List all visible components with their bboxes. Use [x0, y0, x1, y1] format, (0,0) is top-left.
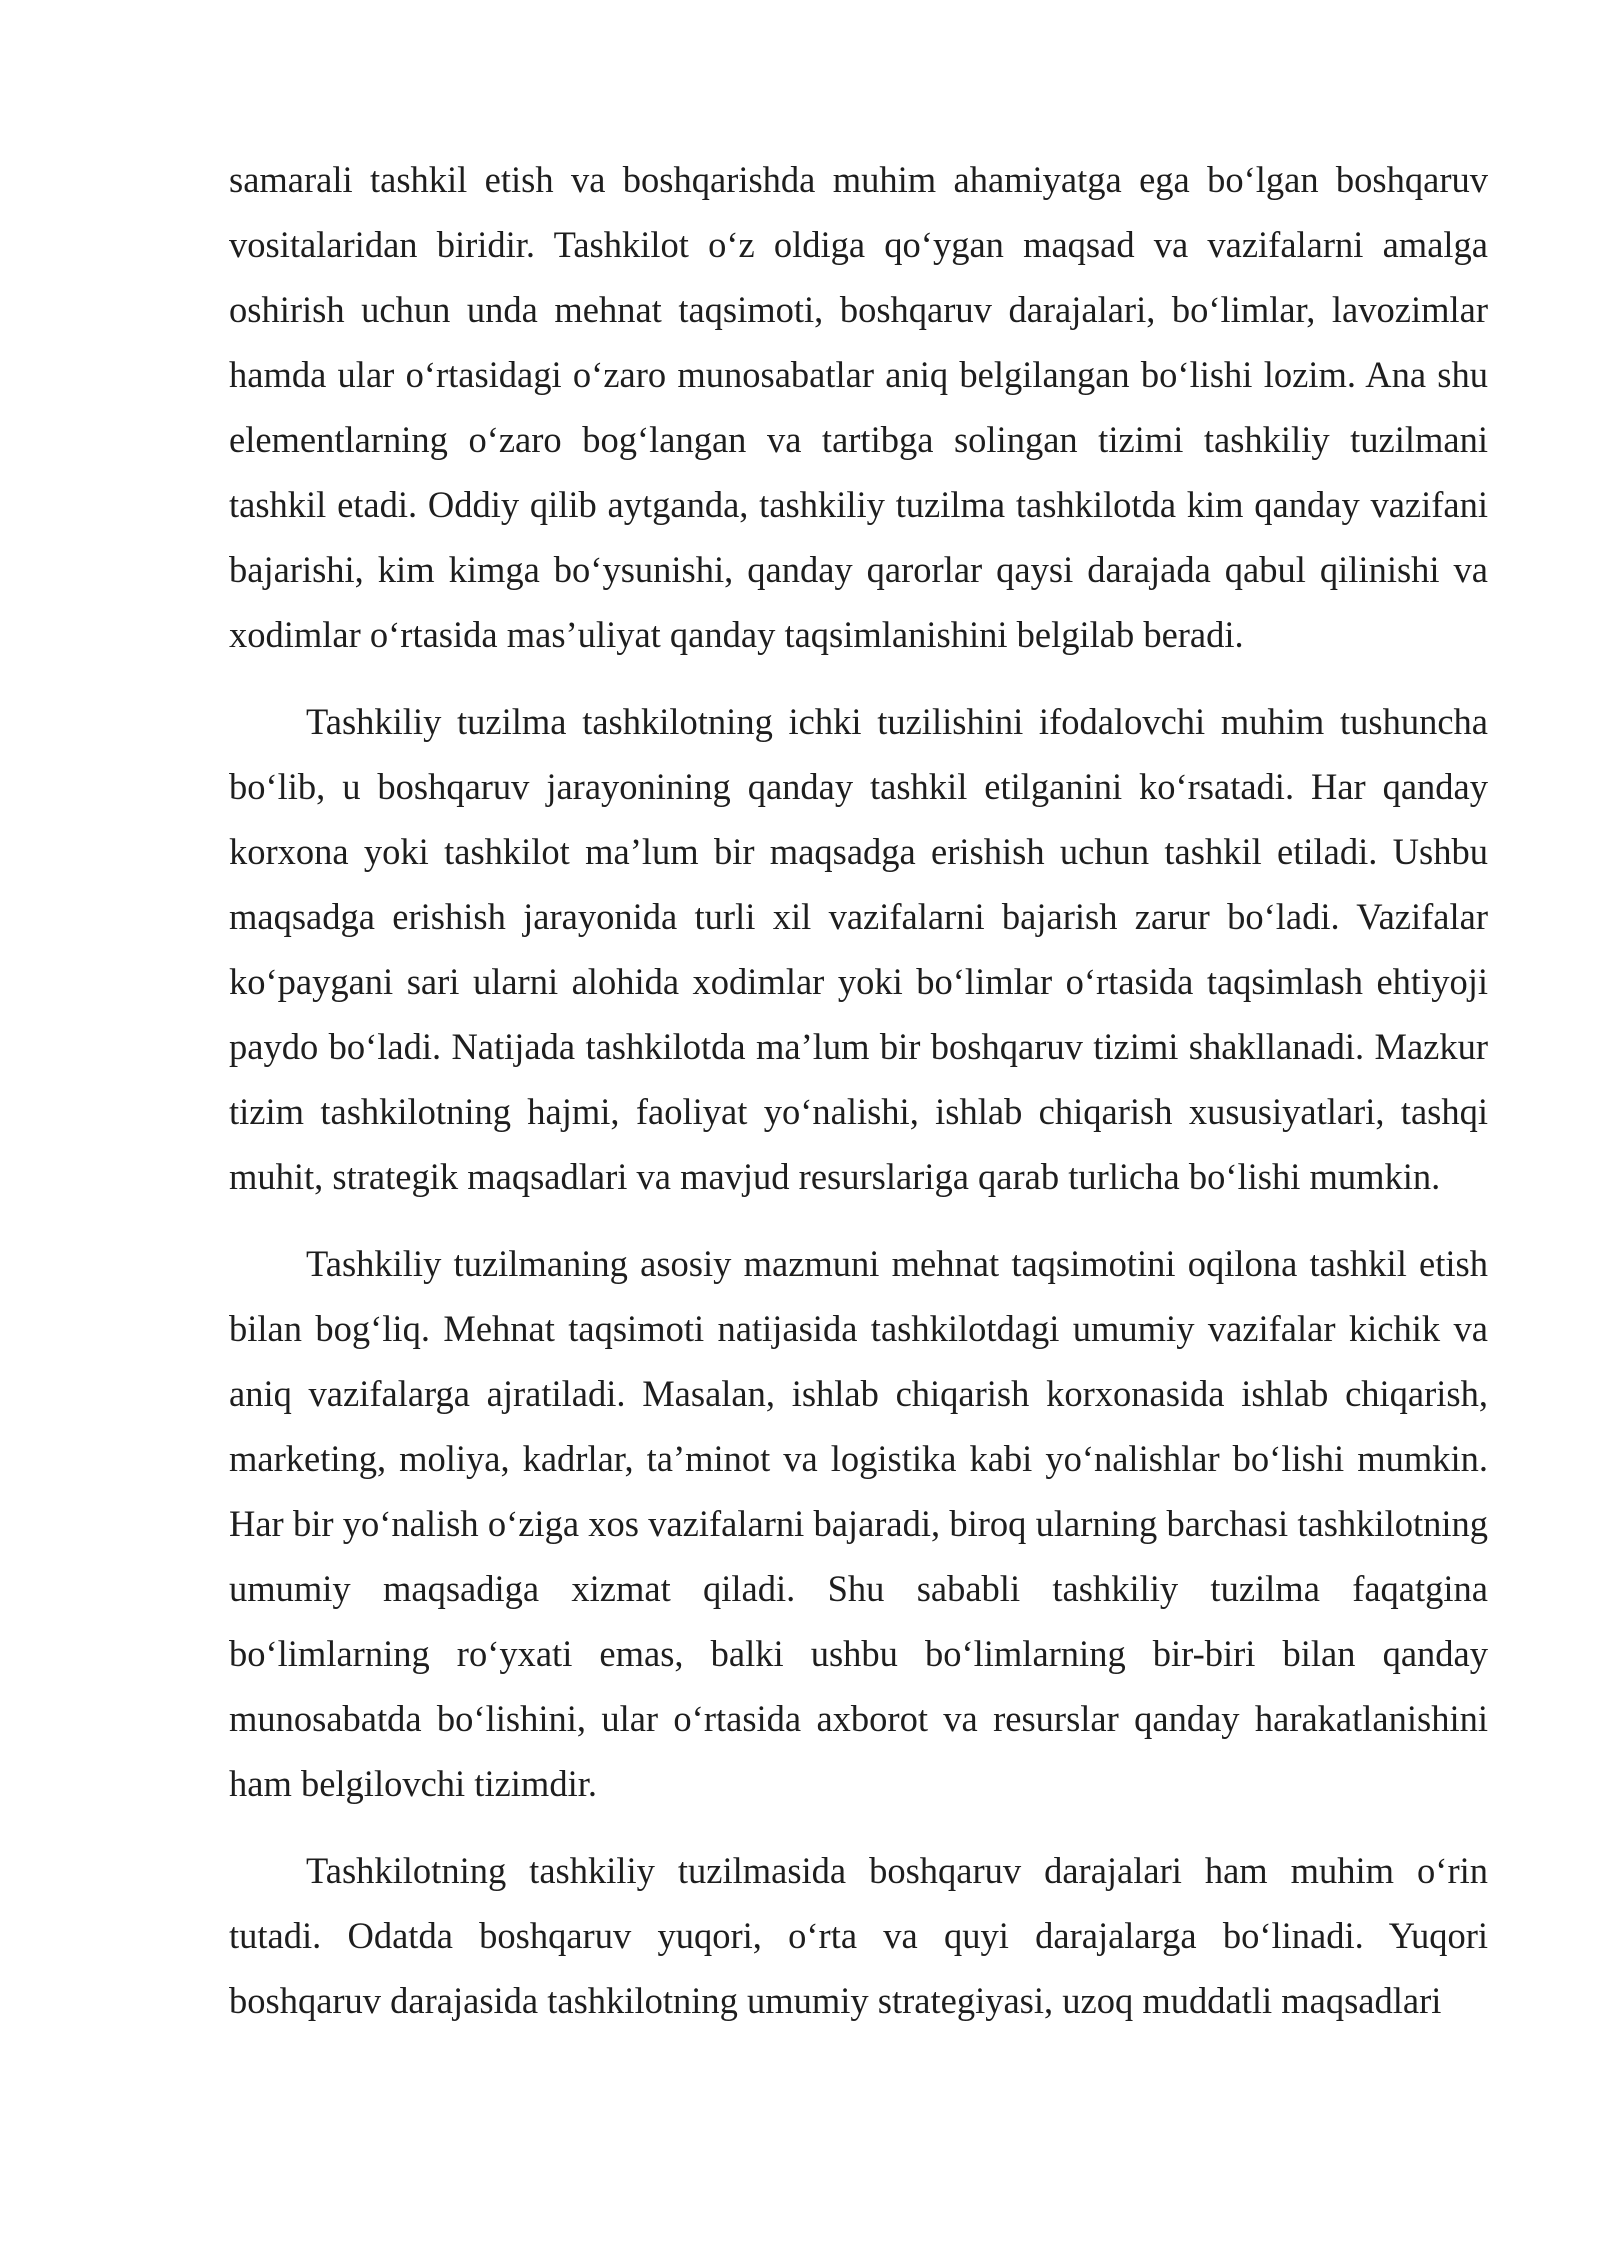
paragraph-3: Tashkiliy tuzilmaning asosiy mazmuni mehnat taqsimotini oqilona tashkil etish bilan bogʻliq. Mehnat taqsimoti natijasida tashkilotdagi umumiy vazifalar kichik va aniq vazifalarga ajratiladi. Masalan, ishlab chiqarish korxonasida ishlab chiqarish, marketing, moliya, kadrlar, taʼminot va logistika kabi yoʻnalishlar boʻlishi mumkin. Har bir yoʻnalish oʻziga xos vazifalarni bajaradi, biroq ularning barchasi tashkilotning umumiy maqsadiga xizmat qiladi. Shu sababli tashkiliy tuzilma faqatgina boʻlimlarning roʻyxati emas, balki ushbu boʻlimlarning bir-biri bilan qanday munosabatda boʻlishini, ular oʻrtasida axborot va resurslar qanday harakatlanishini ham belgilovchi tizimdir.	[229, 1243, 1488, 1804]
paragraph-1: samarali tashkil etish va boshqarishda muhim ahamiyatga ega boʻlgan boshqaruv vositalaridan biridir. Tashkilot oʻz oldiga qoʻygan maqsad va vazifalarni amalga oshirish uchun unda mehnat taqsimoti, boshqaruv darajalari, boʻlimlar, lavozimlar hamda ular oʻrtasidagi oʻzaro munosabatlar aniq belgilangan boʻlishi lozim. Ana shu elementlarning oʻzaro bogʻlangan va tartibga solingan tizimi tashkiliy tuzilmani tashkil etadi. Oddiy qilib aytganda, tashkiliy tuzilma tashkilotda kim qanday vazifani bajarishi, kim kimga boʻysunishi, qanday qarorlar qaysi darajada qabul qilinishi va xodimlar oʻrtasida masʼuliyat qanday taqsimlanishini belgilab beradi.	[229, 159, 1488, 655]
paragraph-4: Tashkilotning tashkiliy tuzilmasida boshqaruv darajalari ham muhim oʻrin tutadi. Odatda boshqaruv yuqori, oʻrta va quyi darajalarga boʻlinadi. Yuqori boshqaruv darajasida tashkilotning umumiy strategiyasi, uzoq muddatli maqsadlari	[229, 1850, 1488, 2021]
body-text	[229, 147, 1488, 2055]
paragraph-2: Tashkiliy tuzilma tashkilotning ichki tuzilishini ifodalovchi muhim tushuncha boʻlib, u boshqaruv jarayonining qanday tashkil etilganini koʻrsatadi. Har qanday korxona yoki tashkilot maʼlum bir maqsadga erishish uchun tashkil etiladi. Ushbu maqsadga erishish jarayonida turli xil vazifalarni bajarish zarur boʻladi. Vazifalar koʻpaygani sari ularni alohida xodimlar yoki boʻlimlar oʻrtasida taqsimlash ehtiyoji paydo boʻladi. Natijada tashkilotda maʼlum bir boshqaruv tizimi shakllanadi. Mazkur tizim tashkilotning hajmi, faoliyat yoʻnalishi, ishlab chiqarish xususiyatlari, tashqi muhit, strategik maqsadlari va mavjud resurslariga qarab turlicha boʻlishi mumkin.	[229, 701, 1488, 1197]
